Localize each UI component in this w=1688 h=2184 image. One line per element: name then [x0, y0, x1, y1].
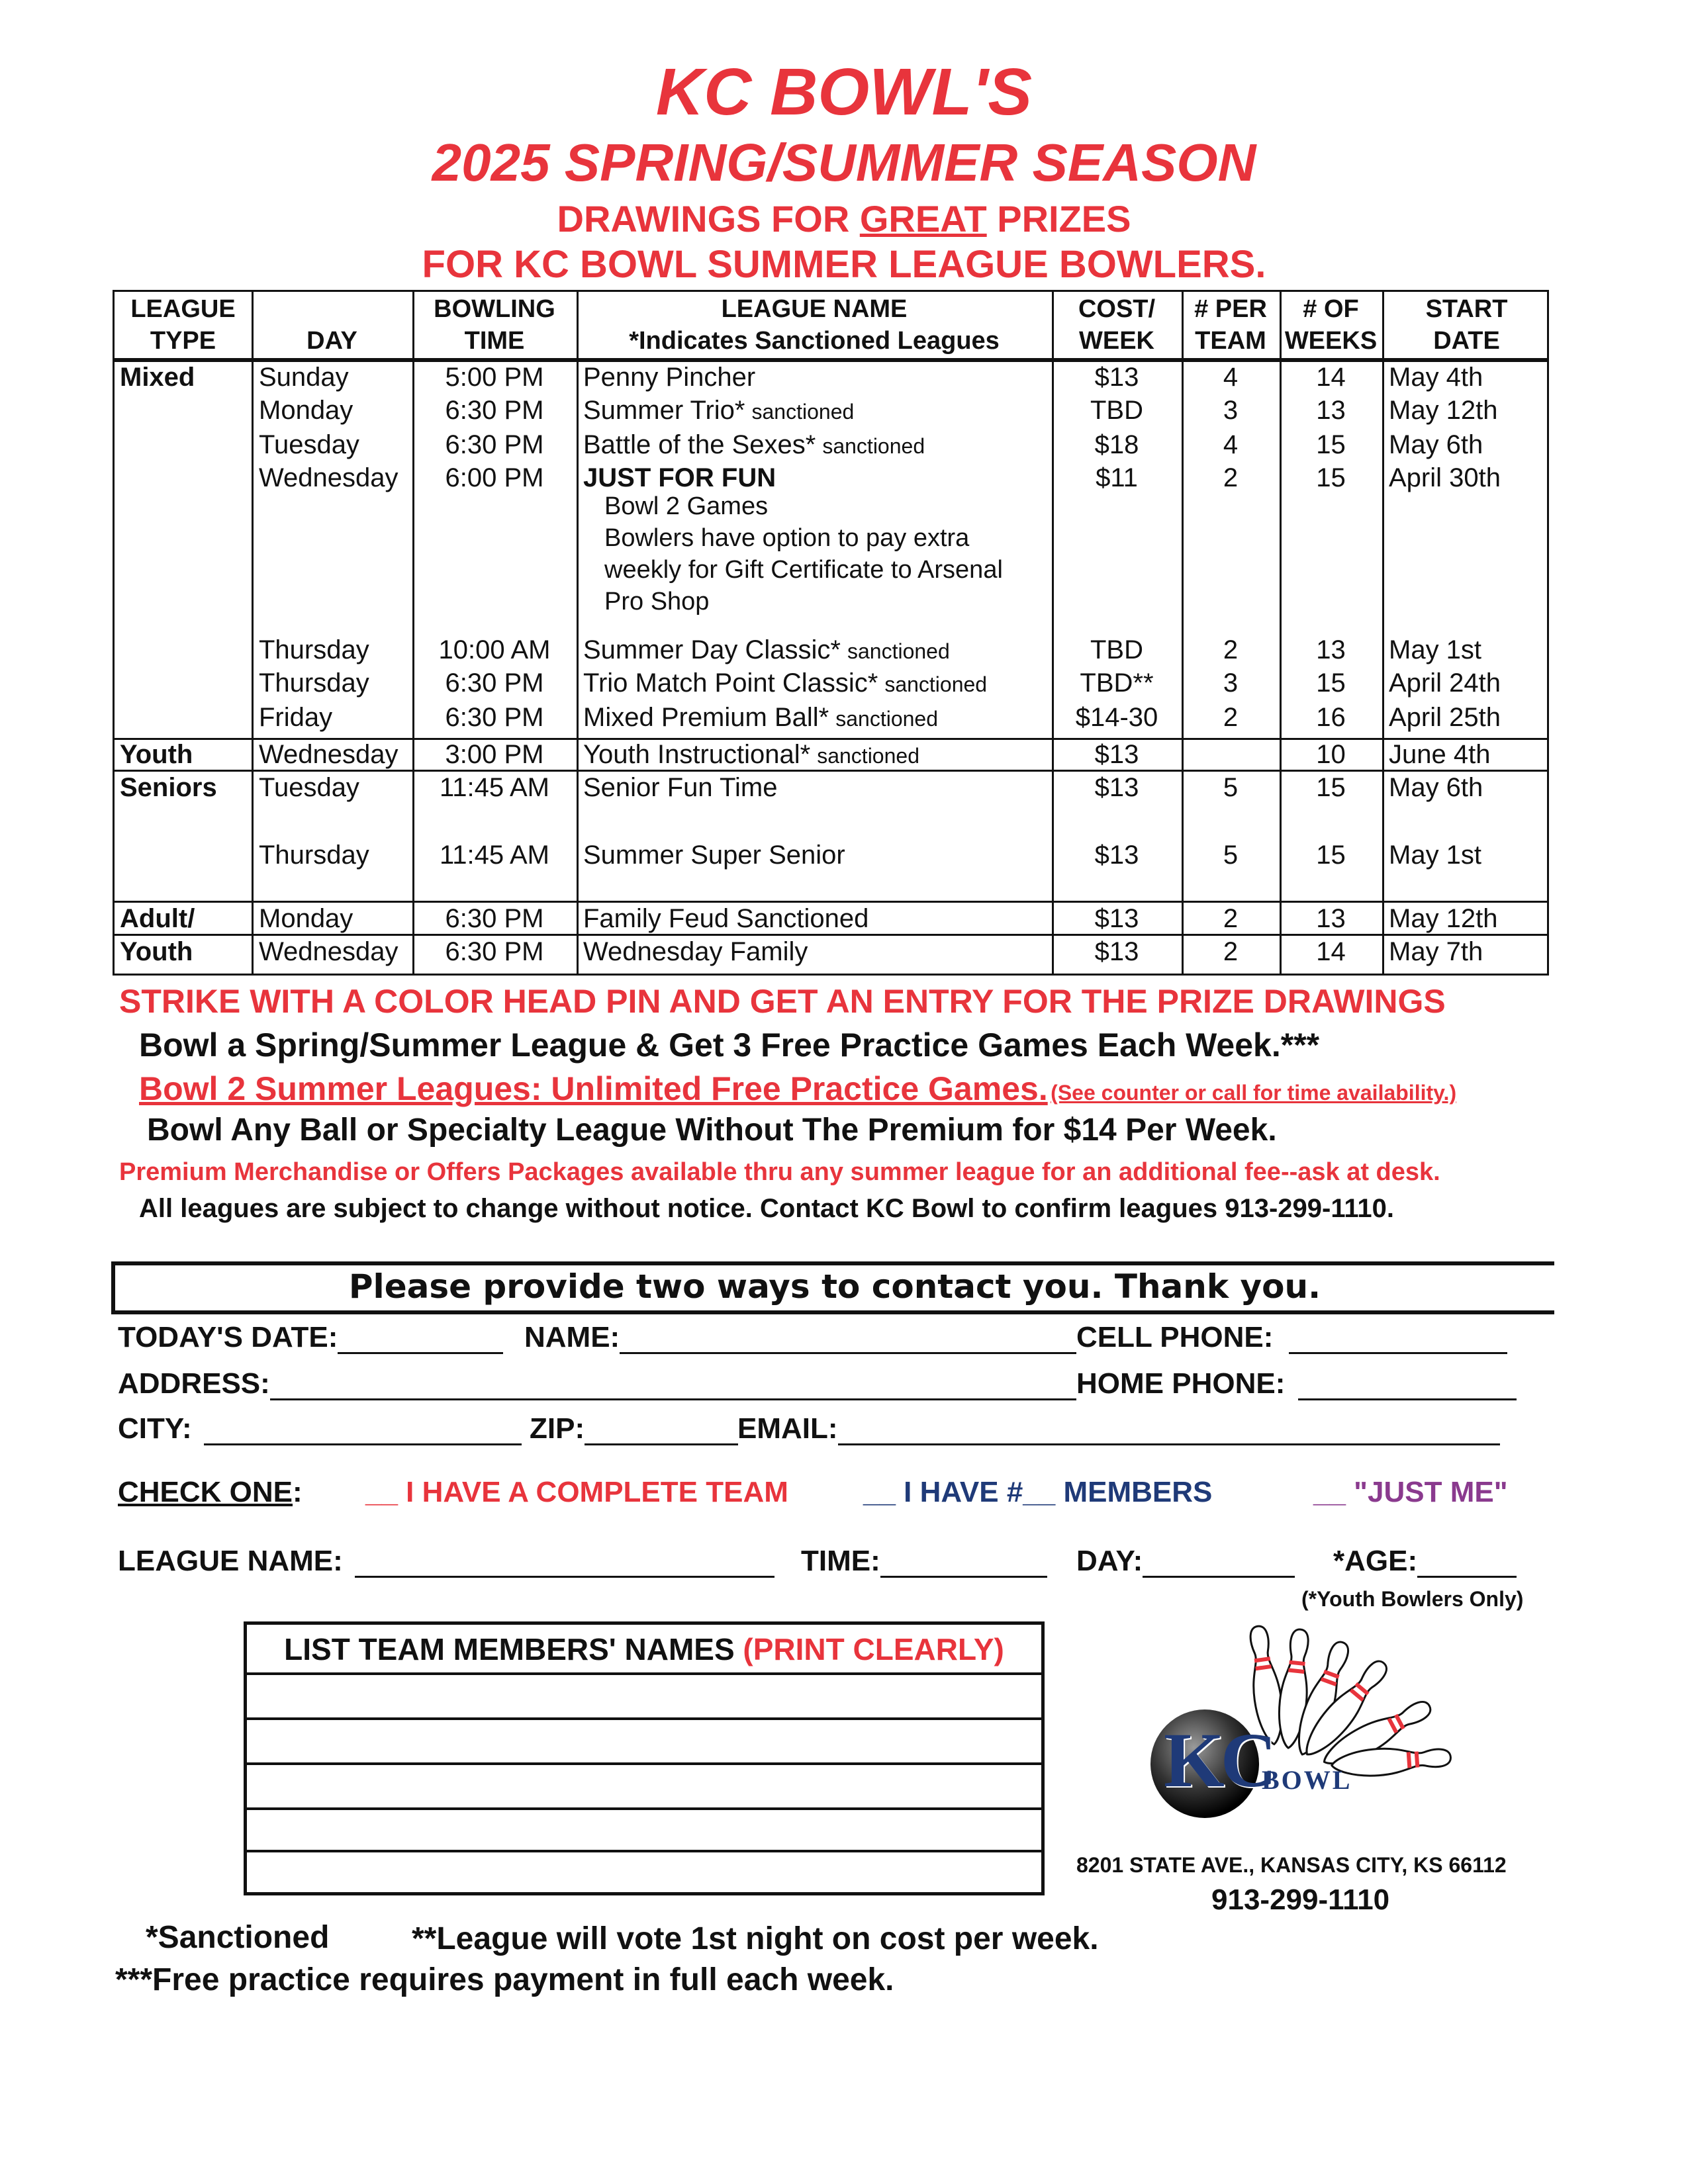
team-members-box: [244, 1621, 1045, 1895]
time-field[interactable]: TIME:: [801, 1545, 1047, 1578]
sanctioned-tag: sanctioned: [822, 434, 925, 458]
phone-text: 913-299-1110: [1211, 1884, 1390, 1916]
table-cell-name: Family Feud Sanctioned: [583, 904, 869, 933]
table-cell-start: April 30th: [1389, 463, 1501, 492]
table-cell-weeks: 15: [1316, 668, 1346, 698]
table-cell-day: Tuesday: [259, 773, 359, 802]
table-cell-time: 6:30 PM: [445, 904, 544, 933]
table-cell-name: Wednesday Family: [583, 937, 808, 966]
header-start-date: START DATE: [1425, 295, 1508, 355]
league-name-field[interactable]: LEAGUE NAME:: [118, 1545, 774, 1578]
any-ball-note: Bowl Any Ball or Specialty League Without The Premium for $14 Per Week.: [147, 1113, 1277, 1148]
group-adult-youth: Adult/ Youth: [120, 904, 195, 966]
table-cell-time: 10:00 AM: [438, 635, 551, 664]
day-field[interactable]: DAY:: [1076, 1545, 1295, 1578]
sanctioned-footnote: *Sanctioned: [146, 1920, 330, 1955]
table-cell-per: 3: [1223, 668, 1239, 698]
table-cell-per: 2: [1223, 635, 1239, 664]
for-line: FOR KC BOWL SUMMER LEAGUE BOWLERS.: [422, 243, 1266, 286]
group-mixed: Mixed: [120, 363, 195, 392]
member-line[interactable]: [247, 1850, 1041, 1852]
table-cell-per: 4: [1223, 363, 1239, 392]
table-cell-time: 6:00 PM: [445, 463, 544, 492]
email-field[interactable]: EMAIL:: [737, 1412, 1500, 1445]
just-for-fun-details: Bowl 2 Games Bowlers have option to pay extra weekly for Gift Certificate to Arsenal Pro Shop: [604, 492, 1003, 615]
table-cell-time: 6:30 PM: [445, 937, 544, 966]
table-cell-per: 3: [1223, 396, 1239, 425]
member-line[interactable]: [247, 1717, 1041, 1720]
member-line[interactable]: [247, 1672, 1041, 1675]
table-cell-time: 6:30 PM: [445, 668, 544, 698]
table-cell-cost: TBD: [1090, 396, 1143, 425]
table-cell-cost: $14-30: [1075, 703, 1158, 732]
header-weeks: # OF WEEKS: [1284, 295, 1378, 355]
table-cell-time: 6:30 PM: [445, 430, 544, 459]
table-cell-weeks: 13: [1316, 635, 1346, 664]
league-table: [113, 290, 1549, 976]
table-cell-time: 11:45 AM: [439, 773, 550, 802]
sanctioned-tag: sanctioned: [835, 707, 938, 731]
vote-footnote: **League will vote 1st night on cost per week.: [412, 1921, 1099, 1956]
table-cell-start: April 25th: [1389, 703, 1501, 732]
title: KC BOWL'S: [655, 55, 1033, 129]
city-field[interactable]: CITY:: [118, 1412, 522, 1445]
sanctioned-tag: sanctioned: [751, 400, 855, 424]
table-cell-cost: $11: [1096, 463, 1138, 492]
two-leagues-note: Bowl 2 Summer Leagues: Unlimited Free Practice Games. (See counter or call for time availability.): [139, 1070, 1457, 1107]
table-cell-day: Monday: [259, 396, 353, 425]
table-cell-per: 4: [1223, 430, 1239, 459]
table-cell-cost: $13: [1094, 904, 1139, 933]
season-title: 2025 SPRING/SUMMER SEASON: [432, 133, 1256, 192]
table-cell-cost: $13: [1094, 363, 1139, 392]
table-cell-name: Summer Day Classic* sanctioned: [583, 635, 950, 664]
table-cell-cost: $18: [1094, 430, 1139, 459]
table-cell-weeks: 15: [1316, 773, 1346, 802]
table-cell-start: April 24th: [1389, 668, 1501, 698]
table-cell-day: Thursday: [259, 668, 369, 698]
group-youth: Youth: [120, 740, 193, 769]
table-cell-start: May 1st: [1389, 841, 1482, 870]
table-cell-cost: $13: [1094, 740, 1139, 769]
check-one-label: CHECK ONE:: [118, 1476, 303, 1508]
table-cell-name: Mixed Premium Ball* sanctioned: [583, 703, 938, 732]
table-cell-day: Sunday: [259, 363, 349, 392]
table-cell-start: May 12th: [1389, 396, 1498, 425]
table-cell-name: Penny Pincher: [583, 363, 756, 392]
table-cell-start: May 7th: [1389, 937, 1483, 966]
table-cell-day: Thursday: [259, 635, 369, 664]
header-cost: COST/ WEEK: [1078, 295, 1156, 355]
table-cell-weeks: 13: [1316, 904, 1346, 933]
zip-field[interactable]: ZIP:: [530, 1412, 738, 1445]
member-line[interactable]: [247, 1807, 1041, 1810]
sanctioned-tag: sanctioned: [847, 639, 950, 663]
premium-note: Premium Merchandise or Offers Packages available thru any summer league for an additional fee--ask at desk.: [119, 1158, 1440, 1186]
sanctioned-tag: sanctioned: [884, 672, 988, 696]
table-cell-cost: TBD**: [1080, 668, 1154, 698]
table-cell-day: Wednesday: [259, 937, 399, 966]
table-cell-day: Monday: [259, 904, 353, 933]
todays-date-field[interactable]: TODAY'S DATE:: [118, 1321, 503, 1354]
table-cell-cost: $13: [1094, 841, 1139, 870]
table-cell-start: May 4th: [1389, 363, 1483, 392]
group-seniors: Seniors: [120, 773, 217, 802]
table-cell-weeks: 13: [1316, 396, 1346, 425]
kc-bowl-logo: [1145, 1615, 1489, 1833]
logo-bowl-text: BOWL: [1262, 1765, 1352, 1795]
table-cell-per: 5: [1223, 841, 1239, 870]
table-cell-cost: TBD: [1090, 635, 1143, 664]
strike-note: STRIKE WITH A COLOR HEAD PIN AND GET AN ENTRY FOR THE PRIZE DRAWINGS: [119, 983, 1446, 1020]
table-cell-start: May 12th: [1389, 904, 1498, 933]
table-cell-day: Wednesday: [259, 463, 399, 492]
table-cell-time: 6:30 PM: [445, 703, 544, 732]
free-practice-footnote: ***Free practice requires payment in full each week.: [115, 1962, 894, 1997]
table-cell-name: Battle of the Sexes* sanctioned: [583, 430, 925, 459]
table-cell-weeks: 14: [1316, 363, 1346, 392]
table-cell-per: 5: [1223, 773, 1239, 802]
table-cell-weeks: 10: [1316, 740, 1346, 769]
header-time: BOWLING TIME: [434, 295, 555, 355]
sanctioned-tag: sanctioned: [817, 744, 919, 768]
table-cell-per: 2: [1223, 463, 1239, 492]
table-cell-day: Thursday: [259, 841, 369, 870]
table-cell-day: Tuesday: [259, 430, 359, 459]
table-cell-name: Senior Fun Time: [583, 773, 778, 802]
table-cell-name: Summer Super Senior: [583, 841, 845, 870]
contact-banner: Please provide two ways to contact you. Thank you.: [111, 1261, 1554, 1314]
table-cell-start: May 6th: [1389, 430, 1483, 459]
table-cell-weeks: 14: [1316, 937, 1346, 966]
table-cell-time: 6:30 PM: [445, 396, 544, 425]
header-per-team: # PER TEAM: [1194, 295, 1267, 355]
age-note: (*Youth Bowlers Only): [1301, 1587, 1524, 1611]
cell-phone-field[interactable]: CELL PHONE:: [1076, 1321, 1507, 1354]
table-cell-day: Wednesday: [259, 740, 399, 769]
table-cell-weeks: 15: [1316, 463, 1346, 492]
age-field[interactable]: *AGE:: [1333, 1545, 1517, 1578]
name-field[interactable]: NAME:: [524, 1321, 1076, 1354]
logo-kc-text: KC: [1164, 1717, 1273, 1803]
header-day: DAY: [306, 327, 357, 355]
drawings-line: DRAWINGS FOR GREAT PRIZES: [557, 198, 1131, 240]
table-cell-start: May 1st: [1389, 635, 1482, 664]
table-cell-weeks: 15: [1316, 430, 1346, 459]
header-league-type: LEAGUE TYPE: [130, 295, 236, 355]
header-league-name: LEAGUE NAME *Indicates Sanctioned Leagues: [629, 295, 1000, 355]
team-members-title: LIST TEAM MEMBERS' NAMES (PRINT CLEARLY): [284, 1632, 1004, 1666]
table-cell-start: May 6th: [1389, 773, 1483, 802]
table-cell-day: Friday: [259, 703, 333, 732]
home-phone-field[interactable]: HOME PHONE:: [1076, 1367, 1517, 1400]
table-cell-per: 2: [1223, 904, 1239, 933]
table-cell-name: Trio Match Point Classic* sanctioned: [583, 668, 988, 698]
table-cell-weeks: 16: [1316, 703, 1346, 732]
table-cell-cost: $13: [1094, 773, 1139, 802]
table-cell-name: Youth Instructional* sanctioned: [583, 740, 919, 769]
member-line[interactable]: [247, 1762, 1041, 1765]
address-text: 8201 STATE AVE., KANSAS CITY, KS 66112: [1076, 1853, 1507, 1877]
address-field[interactable]: ADDRESS:: [118, 1367, 1076, 1400]
option-members[interactable]: __ I HAVE #__ MEMBERS: [863, 1476, 1213, 1508]
table-cell-time: 11:45 AM: [439, 841, 550, 870]
table-cell-per: 2: [1223, 937, 1239, 966]
option-just-me[interactable]: __ "JUST ME": [1313, 1476, 1508, 1508]
table-cell-per: 2: [1223, 703, 1239, 732]
table-cell-cost: $13: [1094, 937, 1139, 966]
table-cell-time: 5:00 PM: [445, 363, 544, 392]
change-note: All leagues are subject to change without notice. Contact KC Bowl to confirm leagues 913-299-1110.: [139, 1194, 1395, 1223]
table-cell-name: Summer Trio* sanctioned: [583, 396, 855, 425]
option-complete-team[interactable]: __ I HAVE A COMPLETE TEAM: [365, 1476, 788, 1508]
practice-note: Bowl a Spring/Summer League & Get 3 Free Practice Games Each Week.***: [139, 1026, 1320, 1064]
table-cell-time: 3:00 PM: [445, 740, 544, 769]
table-cell-start: June 4th: [1389, 740, 1491, 769]
table-cell-weeks: 15: [1316, 841, 1346, 870]
table-cell-name: JUST FOR FUN: [583, 463, 776, 492]
